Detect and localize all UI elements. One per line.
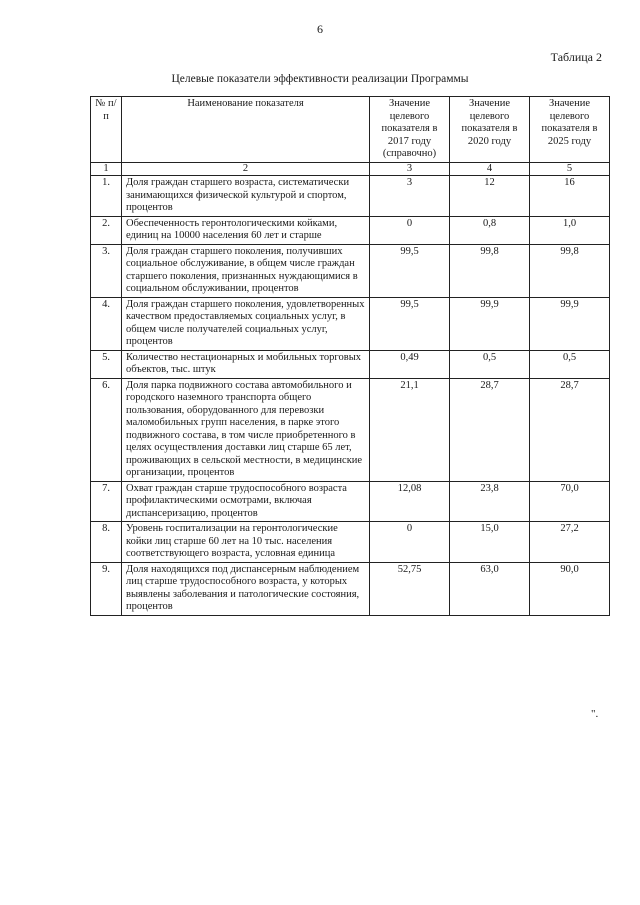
column-number: 5 (530, 162, 610, 176)
value-2017: 21,1 (370, 378, 450, 481)
table-row (91, 176, 610, 217)
row-number: 9. (91, 562, 122, 615)
column-number: 2 (122, 162, 370, 176)
column-number: 1 (91, 162, 122, 176)
row-number: 1. (91, 176, 122, 217)
value-2025: 16 (530, 176, 610, 217)
value-2017: 0 (370, 522, 450, 563)
value-2017: 0 (370, 216, 450, 244)
table-row (91, 216, 610, 244)
value-2020: 99,8 (450, 244, 530, 297)
value-2017: 12,08 (370, 481, 450, 522)
column-number: 4 (450, 162, 530, 176)
closing-quote-mark: ". (591, 708, 599, 720)
indicators-table (90, 96, 610, 616)
document-title: Целевые показатели эффективности реализации Программы (171, 73, 469, 85)
value-2020: 63,0 (450, 562, 530, 615)
row-number: 8. (91, 522, 122, 563)
value-2025: 27,2 (530, 522, 610, 563)
header-name: Наименование показателя (122, 97, 370, 163)
value-2017: 3 (370, 176, 450, 217)
table-row (91, 522, 610, 563)
row-number: 2. (91, 216, 122, 244)
indicator-name: Уровень госпитализации на геронтологические койки лиц старше 60 лет на 10 тыс. населения соответствующего возраста, условная единица (122, 522, 370, 563)
table-row (91, 297, 610, 350)
value-2020: 0,5 (450, 350, 530, 378)
row-number: 6. (91, 378, 122, 481)
table-row (91, 350, 610, 378)
header-value-2020: Значение целевого показателя в 2020 году (450, 97, 530, 163)
row-number: 5. (91, 350, 122, 378)
value-2017: 0,49 (370, 350, 450, 378)
value-2025: 1,0 (530, 216, 610, 244)
value-2025: 28,7 (530, 378, 610, 481)
row-number: 7. (91, 481, 122, 522)
indicator-name: Доля находящихся под диспансерным наблюдением лиц старше трудоспособного возраста, у которых выявлены заболевания и патологические состояния, процентов (122, 562, 370, 615)
page-number: 6 (317, 22, 323, 36)
indicator-name: Обеспеченность геронтологическими койками, единиц на 10000 населения 60 лет и старше (122, 216, 370, 244)
value-2020: 23,8 (450, 481, 530, 522)
indicator-name: Количество нестационарных и мобильных торговых объектов, тыс. штук (122, 350, 370, 378)
value-2017: 99,5 (370, 297, 450, 350)
indicator-name: Доля граждан старшего поколения, получивших социальное обслуживание, в общем числе граждан старшего поколения, признанных нуждающимися в социальном обслуживании, процентов (122, 244, 370, 297)
value-2017: 52,75 (370, 562, 450, 615)
table-row (91, 244, 610, 297)
value-2020: 99,9 (450, 297, 530, 350)
table-header-row (91, 97, 610, 163)
indicator-name: Доля граждан старшего поколения, удовлетворенных качеством предоставляемых социальных услуг, в общем числе получателей социальных услуг, процентов (122, 297, 370, 350)
row-number: 4. (91, 297, 122, 350)
value-2020: 15,0 (450, 522, 530, 563)
column-number: 3 (370, 162, 450, 176)
header-value-2025: Значение целевого показателя в 2025 году (530, 97, 610, 163)
header-value-2017: Значение целевого показателя в 2017 году (справочно) (370, 97, 450, 163)
value-2025: 90,0 (530, 562, 610, 615)
column-numbers-row (91, 162, 610, 176)
indicator-name: Доля парка подвижного состава автомобильного и городского наземного транспорта общего пользования, оборудованного для перевозки маломобильных групп населения, в парке этого подвижного состава, в том числе приобретенного в целях осуществления доставки лиц старше 65 лет, проживающих в сельской местности, в медицинские организации, процентов (122, 378, 370, 481)
table-label: Таблица 2 (550, 50, 602, 64)
table-row (91, 481, 610, 522)
value-2020: 28,7 (450, 378, 530, 481)
value-2025: 99,9 (530, 297, 610, 350)
value-2025: 70,0 (530, 481, 610, 522)
value-2020: 0,8 (450, 216, 530, 244)
table-row (91, 378, 610, 481)
row-number: 3. (91, 244, 122, 297)
value-2025: 0,5 (530, 350, 610, 378)
header-num: № п/п (91, 97, 122, 163)
value-2020: 12 (450, 176, 530, 217)
indicator-name: Охват граждан старше трудоспособного возраста профилактическими осмотрами, включая диспансеризацию, процентов (122, 481, 370, 522)
value-2025: 99,8 (530, 244, 610, 297)
indicator-name: Доля граждан старшего возраста, систематически занимающихся физической культурой и спортом, процентов (122, 176, 370, 217)
table-row (91, 562, 610, 615)
value-2017: 99,5 (370, 244, 450, 297)
